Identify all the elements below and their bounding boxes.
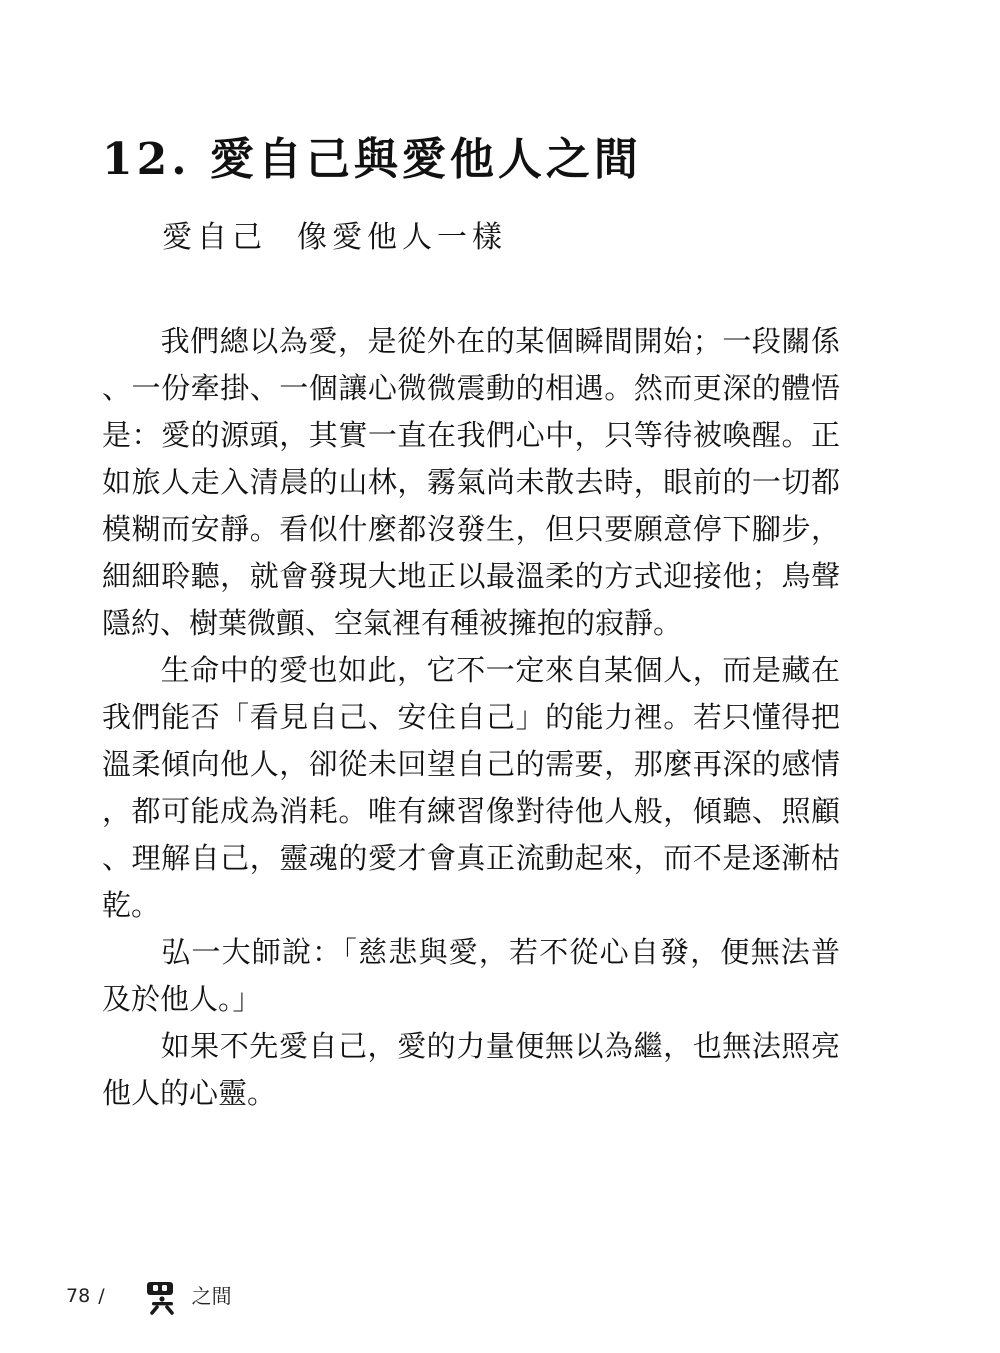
subtitle-part-2: 像愛他人一樣: [297, 220, 507, 255]
chapter-title: 12. 愛自己與愛他人之間: [102, 134, 642, 185]
paragraph-2: [102, 647, 840, 929]
subtitle-part-1: 愛自己: [162, 220, 267, 255]
paragraph-1: [102, 318, 840, 647]
page-number-separator: /: [98, 1285, 105, 1307]
body-text: [102, 318, 840, 1117]
paragraph-4-text: 如果不先愛自己，愛的力量便無以為繼，也無法照亮他人的心靈。: [102, 1029, 840, 1110]
paragraph-4: [102, 1023, 840, 1117]
page-footer: [66, 1276, 232, 1316]
page-number: 78: [66, 1285, 91, 1307]
paragraph-3-text: 弘一大師說：「慈悲與愛，若不從心自發，便無法普及於他人。」: [102, 935, 840, 1016]
paragraph-1-text: 我們總以為愛，是從外在的某個瞬間開始；一段關係、一份牽掛、一個讓心微微震動的相遇。然而更深的體悟是：愛的源頭，其實一直在我們心中，只等待被喚醒。正如旅人走入清晨的山林，霧氣尚未散去時，眼前的一切都模糊而安靜。看似什麼都沒發生，但只要願意停下腳步，細細聆聽，就會發現大地正以最溫柔的方式迎接他；鳥聲隱約、樹葉微顫、空氣裡有種被擁抱的寂靜。: [102, 324, 840, 640]
chapter-subtitle: [162, 214, 507, 262]
book-title: 之間: [191, 1283, 232, 1308]
paragraph-2-text: 生命中的愛也如此，它不一定來自某個人，而是藏在我們能否「看見自己、安住自己」的能力裡。若只懂得把溫柔傾向他人，卻從未回望自己的需要，那麼再深的感情，都可能成為消耗。唯有練習像對待他人般，傾聽、照顧、理解自己，靈魂的愛才會真正流動起來，而不是逐漸枯乾。: [102, 653, 840, 922]
paragraph-3: [102, 929, 840, 1023]
book-logo-icon: [141, 1277, 191, 1315]
